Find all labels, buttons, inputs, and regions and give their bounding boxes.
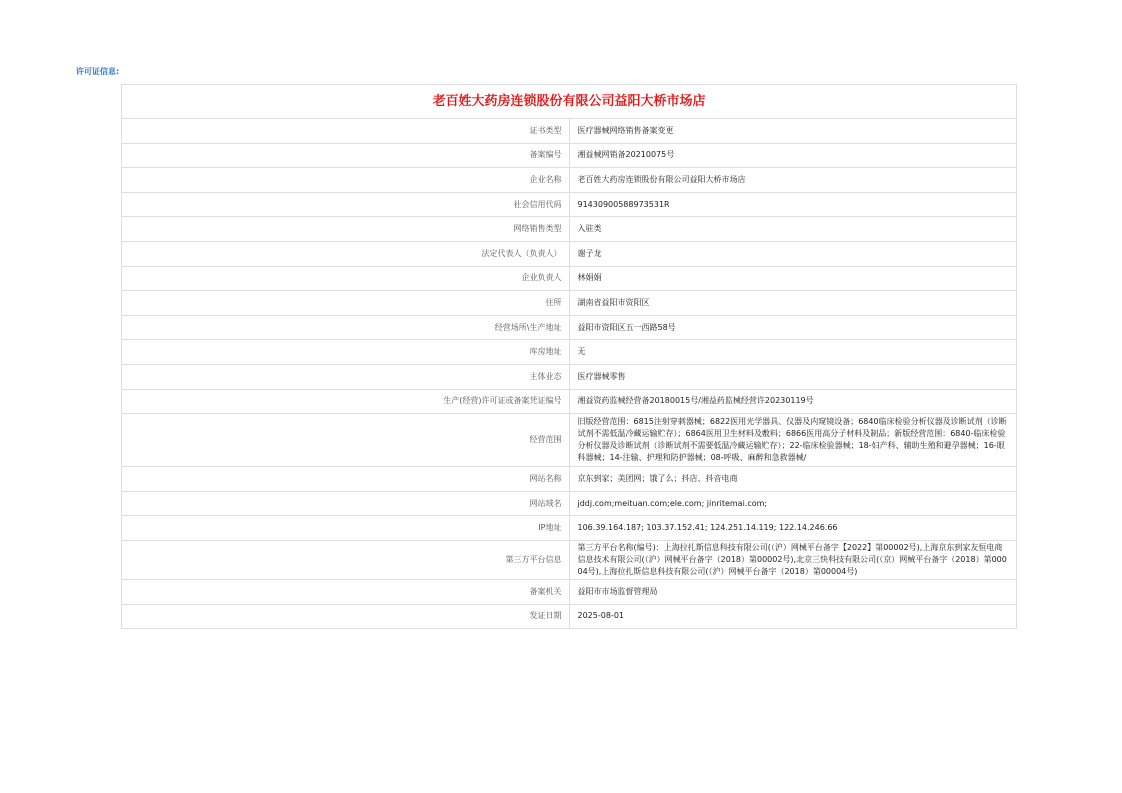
business-scope-value: 旧版经营范围：6815注射穿刺器械；6822医用光学器具、仪器及内窥镜设备；6840临床检验分析仪器及诊断试剂（诊断试剂不需低温冷藏运输贮存）；6864医用卫生材料及敷料；6866医用高分子材料及制品；新版经营范围：6840-临床检验分析仪器及诊断试剂（诊断试剂不需要低温冷藏运输贮存）；22-临床检验器械；18-妇产科、辅助生殖和避孕器械；16-眼科器械；14-注输、护理和防护器械；08-呼吸、麻醉和急救器械/ xyxy=(569,414,1017,467)
business-scope-label: 经营范围 xyxy=(122,414,570,467)
record-authority-label: 备案机关 xyxy=(122,579,570,604)
table-row xyxy=(122,540,1017,579)
legal-representative-value: 谢子龙 xyxy=(569,241,1017,266)
credit-code-label: 社会信用代码 xyxy=(122,192,570,217)
business-format-value: 医疗器械零售 xyxy=(569,364,1017,389)
permit-number-label: 生产(经营)许可证或备案凭证编号 xyxy=(122,389,570,414)
website-domain-value: jddj.com;meituan.com;ele.com; jinritemai.com; xyxy=(569,491,1017,516)
table-row xyxy=(122,241,1017,266)
table-row xyxy=(122,364,1017,389)
website-name-value: 京东到家；美团网；饿了么；抖店、抖音电商 xyxy=(569,467,1017,492)
third-party-platform-label: 第三方平台信息 xyxy=(122,540,570,579)
record-number-value: 湘益械网销备20210075号 xyxy=(569,143,1017,168)
warehouse-address-value: 无 xyxy=(569,340,1017,365)
company-manager-label: 企业负责人 xyxy=(122,266,570,291)
record-authority-value: 益阳市市场监督管理局 xyxy=(569,579,1017,604)
company-name-label: 企业名称 xyxy=(122,168,570,193)
issue-date-label: 发证日期 xyxy=(122,604,570,629)
table-row xyxy=(122,217,1017,242)
third-party-platform-value: 第三方平台名称(编号)：上海拉扎斯信息科技有限公司(（沪）网械平台备字【2022】第00002号),上海京东到家友恒电商信息技术有限公司(（沪）网械平台备字（2018）第00002号),北京三快科技有限公司(（京）网械平台备字（2018）第00004号),上海拉扎斯信息科技有限公司(（沪）网械平台备字（2018）第00004号) xyxy=(569,540,1017,579)
table-row xyxy=(122,315,1017,340)
ip-address-label: IP地址 xyxy=(122,516,570,541)
table-row xyxy=(122,491,1017,516)
table-row xyxy=(122,119,1017,144)
company-manager-value: 林娟娟 xyxy=(569,266,1017,291)
company-name-value: 老百姓大药房连锁股份有限公司益阳大桥市场店 xyxy=(569,168,1017,193)
table-row xyxy=(122,340,1017,365)
business-address-label: 经营场所\生产地址 xyxy=(122,315,570,340)
table-row xyxy=(122,168,1017,193)
legal-representative-label: 法定代表人（负责人） xyxy=(122,241,570,266)
sales-type-label: 网络销售类型 xyxy=(122,217,570,242)
table-row xyxy=(122,266,1017,291)
table-row xyxy=(122,389,1017,414)
section-label: 许可证信息: xyxy=(76,67,120,76)
credit-code-value: 91430900588973531R xyxy=(569,192,1017,217)
table-row xyxy=(122,516,1017,541)
permit-number-value: 湘益资药监械经营备20180015号/湘益药监械经营许20230119号 xyxy=(569,389,1017,414)
certificate-type-value: 医疗器械网络销售备案变更 xyxy=(569,119,1017,144)
title-row xyxy=(122,85,1017,119)
table-row xyxy=(122,291,1017,316)
website-name-label: 网站名称 xyxy=(122,467,570,492)
table-row xyxy=(122,414,1017,467)
record-number-label: 备案编号 xyxy=(122,143,570,168)
residence-value: 湖南省益阳市资阳区 xyxy=(569,291,1017,316)
company-title: 老百姓大药房连锁股份有限公司益阳大桥市场店 xyxy=(122,85,1017,119)
sales-type-value: 入驻类 xyxy=(569,217,1017,242)
certificate-type-label: 证书类型 xyxy=(122,119,570,144)
issue-date-value: 2025-08-01 xyxy=(569,604,1017,629)
residence-label: 住所 xyxy=(122,291,570,316)
business-address-value: 益阳市资阳区五一西路58号 xyxy=(569,315,1017,340)
ip-address-value: 106.39.164.187; 103.37.152.41; 124.251.14.119; 122.14.246.66 xyxy=(569,516,1017,541)
table-row xyxy=(122,143,1017,168)
license-table xyxy=(121,84,1017,629)
table-row xyxy=(122,192,1017,217)
table-row xyxy=(122,579,1017,604)
table-row xyxy=(122,604,1017,629)
website-domain-label: 网站域名 xyxy=(122,491,570,516)
business-format-label: 主体业态 xyxy=(122,364,570,389)
warehouse-address-label: 库房地址 xyxy=(122,340,570,365)
table-row xyxy=(122,467,1017,492)
